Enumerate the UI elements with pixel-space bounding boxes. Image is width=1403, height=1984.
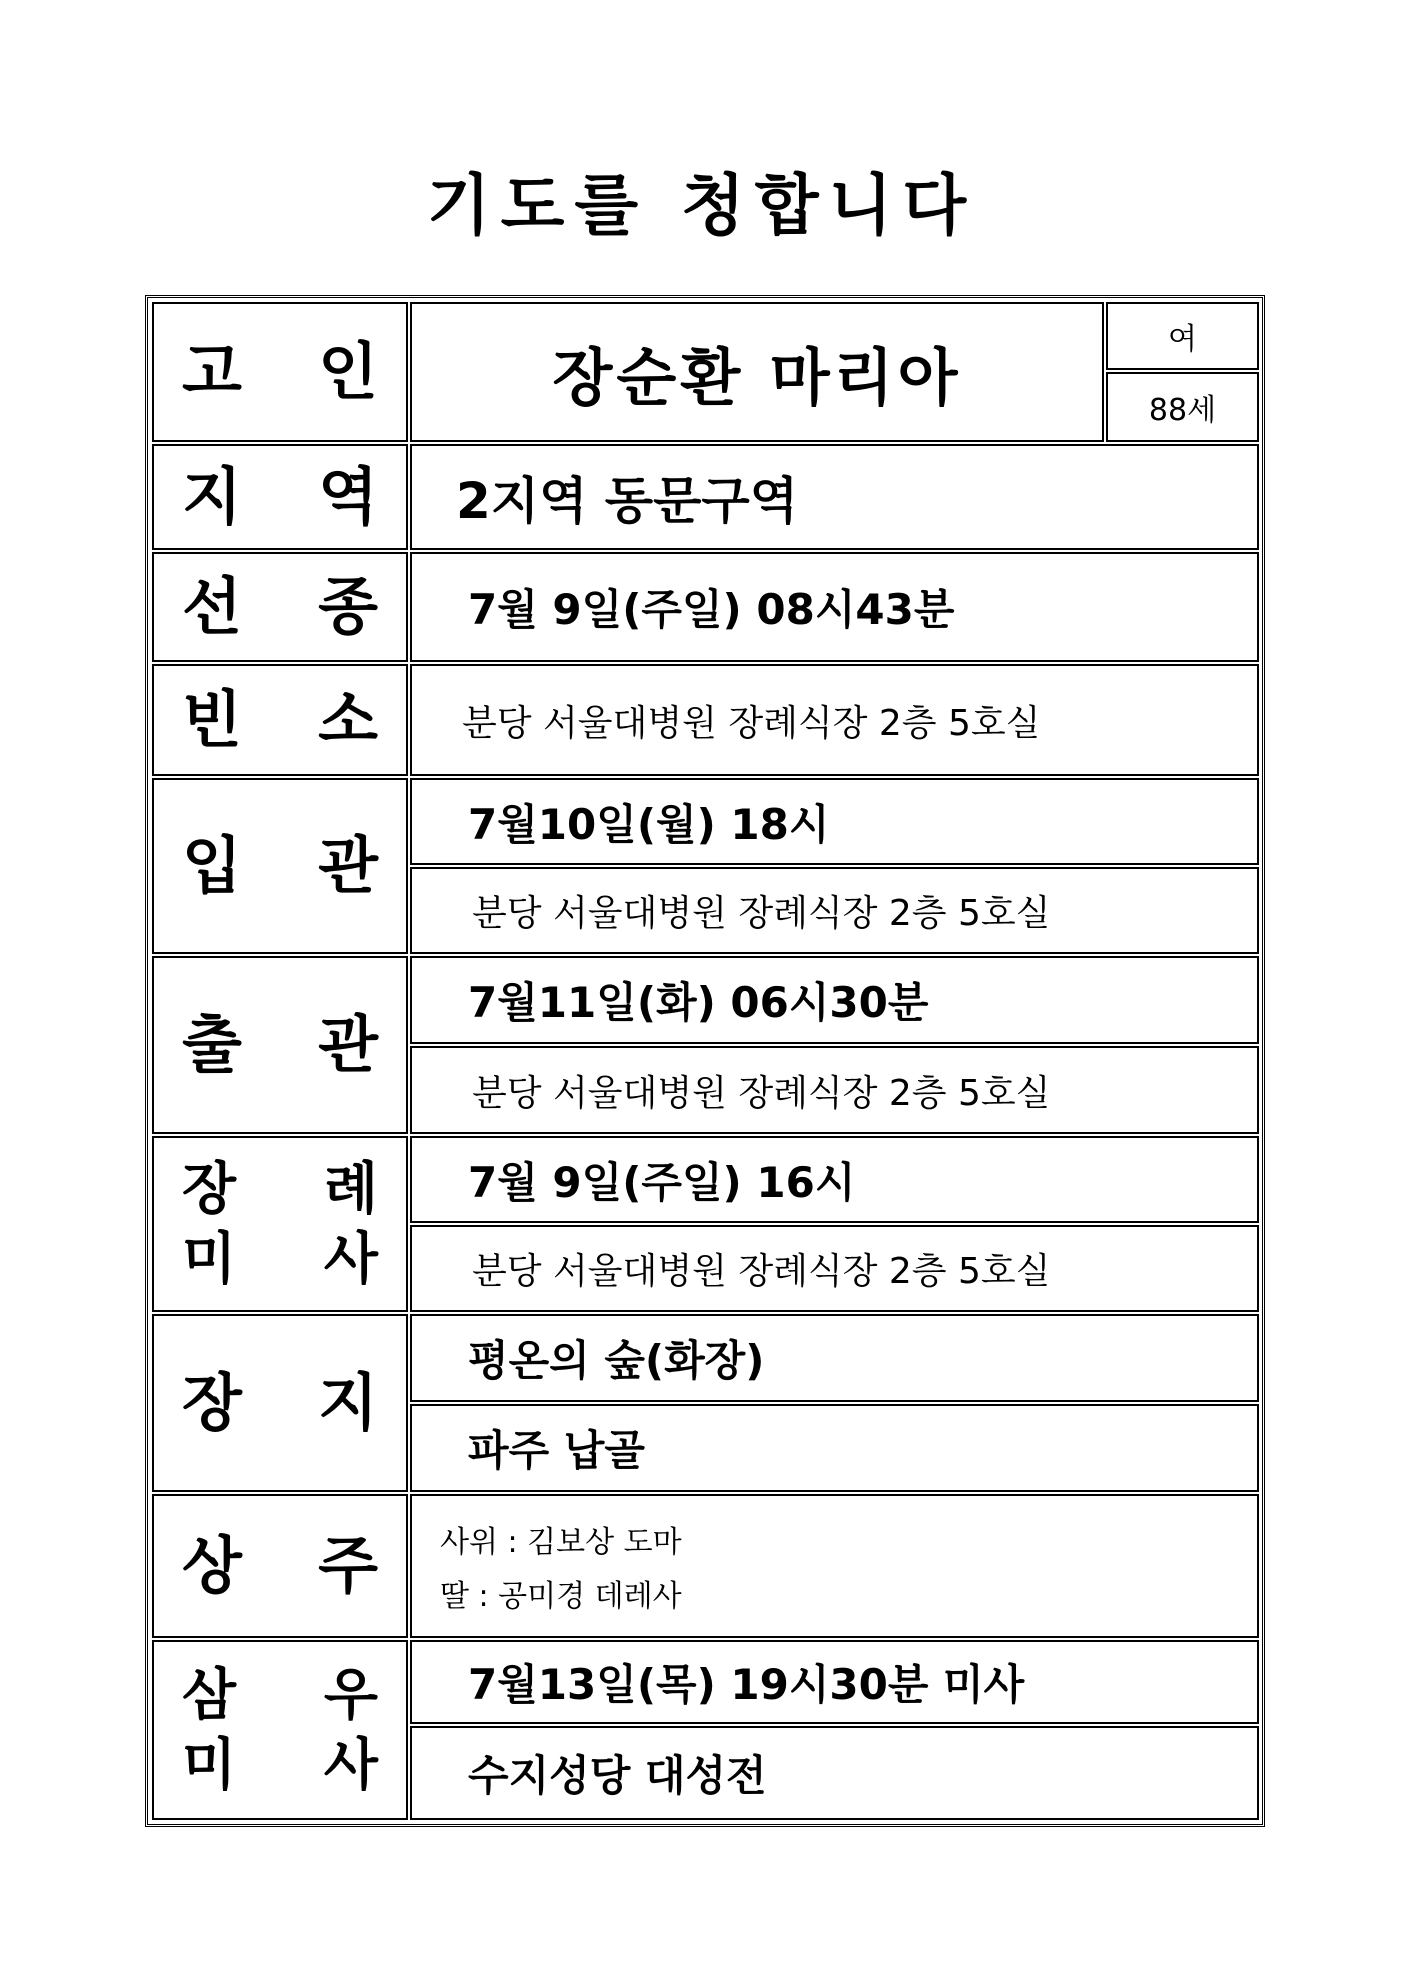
label-funeral-mass: 장 례 미 사 bbox=[152, 1136, 408, 1312]
row-mourners bbox=[152, 1494, 1259, 1638]
label-mourners: 상 주 bbox=[152, 1494, 408, 1638]
label-death: 선 종 bbox=[152, 552, 408, 662]
third-day-mass-place: 수지성당 대성전 bbox=[410, 1726, 1259, 1820]
mourner-son-in-law: 사위 : 김보상 도마 bbox=[440, 1525, 682, 1560]
third-day-mass-time: 7월13일(목) 19시30분 미사 bbox=[410, 1640, 1259, 1724]
row-region bbox=[152, 444, 1259, 550]
deceased-age: 88세 bbox=[1106, 372, 1259, 442]
region-value: 2지역 동문구역 bbox=[410, 444, 1259, 550]
label-deceased: 고 인 bbox=[152, 302, 408, 442]
death-value: 7월 9일(주일) 08시43분 bbox=[410, 552, 1259, 662]
label-departure: 출 관 bbox=[152, 956, 408, 1134]
row-burial bbox=[152, 1314, 1259, 1492]
label-third-day-mass: 삼 우 미 사 bbox=[152, 1640, 408, 1820]
mourner-daughter: 딸 : 공미경 데레사 bbox=[440, 1579, 682, 1614]
row-mortuary bbox=[152, 664, 1259, 776]
funeral-mass-time: 7월 9일(주일) 16시 bbox=[410, 1136, 1259, 1223]
departure-time: 7월11일(화) 06시30분 bbox=[410, 956, 1259, 1044]
label-mortuary: 빈 소 bbox=[152, 664, 408, 776]
encoffining-time: 7월10일(월) 18시 bbox=[410, 778, 1259, 865]
row-deceased bbox=[152, 302, 1259, 442]
label-encoffining: 입 관 bbox=[152, 778, 408, 954]
burial-second: 파주 납골 bbox=[410, 1404, 1259, 1492]
row-departure bbox=[152, 956, 1259, 1134]
page-title: 기도를 청합니다 bbox=[426, 166, 977, 244]
row-encoffining bbox=[152, 778, 1259, 954]
deceased-name: 장순환 마리아 bbox=[410, 302, 1104, 442]
funeral-mass-place: 분당 서울대병원 장례식장 2층 5호실 bbox=[410, 1225, 1259, 1312]
row-death bbox=[152, 552, 1259, 662]
label-region: 지 역 bbox=[152, 444, 408, 550]
mourners-list bbox=[410, 1494, 1259, 1638]
deceased-sex: 여 bbox=[1106, 302, 1259, 370]
encoffining-place: 분당 서울대병원 장례식장 2층 5호실 bbox=[410, 867, 1259, 954]
departure-place: 분당 서울대병원 장례식장 2층 5호실 bbox=[410, 1046, 1259, 1134]
label-burial: 장 지 bbox=[152, 1314, 408, 1492]
row-funeral-mass bbox=[152, 1136, 1259, 1312]
burial-first: 평온의 숲(화장) bbox=[410, 1314, 1259, 1402]
mortuary-value: 분당 서울대병원 장례식장 2층 5호실 bbox=[410, 664, 1259, 776]
row-third-day-mass bbox=[152, 1640, 1259, 1820]
